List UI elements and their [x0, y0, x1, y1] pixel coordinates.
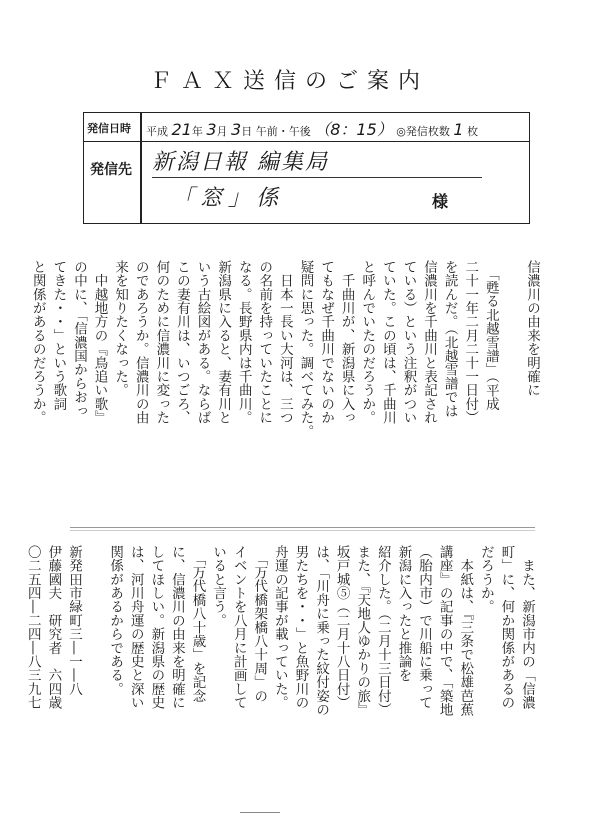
honorific: 様: [432, 192, 449, 211]
year-value: 21: [171, 120, 192, 139]
time-value: （8：15）: [314, 120, 393, 139]
day-value: 3: [231, 120, 242, 139]
pages-suffix: 枚: [467, 125, 479, 138]
day-suffix: 日: [241, 125, 253, 138]
era: 平成: [146, 125, 168, 138]
month-value: 3: [206, 120, 217, 139]
send-datetime-label: 発信日時: [87, 122, 131, 135]
page-title: ＦＡＸ送信のご案内: [150, 69, 430, 94]
pages-value: 1: [453, 120, 464, 139]
fold-line-shadow: [70, 530, 535, 531]
recipient-name: 新潟日報 編集局: [152, 150, 329, 175]
month-suffix: 月: [216, 125, 228, 138]
article-top-column: 信濃川の由来を明確に 「甦る北越雪譜」（平成 二十一年二月二十一日付） を読んだ。（北越雪譜では 信濃川を千曲川と表記され ている）という注釈がつい ていた。この頃は、千曲川 と呼んでいたのだろうか。 千曲川が、新潟県に入っ てもなぜ千曲川でないのか 疑問に思った。調べてみた。 日本一長い大河は、三つ の名前を持っていたことに なる。長野県内は千曲川。 新潟県に入ると、妻有川と いう古絵図がある。ならば この妻有川は、いつごろ、 何のために信濃川に変った のであろうか。信濃川の由 来を知りたくなった。 中越地方の『鳥追い歌』 の中に、「信濃国からおっ てきた・・」という歌詞 と関係があるのだろうか。: [29, 260, 540, 439]
page-mark: [240, 812, 280, 813]
recipient-department: 「窓」係: [172, 186, 285, 211]
fold-line: [70, 527, 535, 528]
sender-label: 発信先: [90, 162, 132, 178]
divider: [140, 113, 142, 141]
underline: [152, 177, 482, 178]
ampm: 午前・午後: [255, 125, 311, 138]
pages-label: ◎発信枚数: [396, 125, 450, 138]
divider: [140, 141, 142, 223]
send-datetime-value: [146, 117, 478, 140]
year-suffix: 年: [191, 125, 203, 138]
fax-header-table: [83, 112, 530, 224]
article-bottom-column: また、新潟市内の「信濃 町」に、何か関係があるの だろうか。 本紙は、『三条で松雄芭蕉 講座』の記事の中で、「築地 （胎内市）で川船に乗って 新潟に入ったと推論を 紹介した。（二月十三日付） また、『天地人ゆかりの旅』 坂戸城⑤（二月十八日付） は、「川舟に乗った紋付姿の 男たちを・・」と魚野川の 舟運の記事が載っていた。 「万代橋架橋八十周」の イベントを八月に計画して いると言う。 「万代橋八十歳」を記念 に、信濃川の由来を明確に してほしい。新潟県の歴史 は、河川舟運の歴史と深い 関係があるからである。 新発田市緑町三―一―八 伊藤國夫 研究者 六四歳 〇二五四―二四―八三九七: [24, 545, 535, 717]
send-datetime-row: [84, 113, 529, 142]
